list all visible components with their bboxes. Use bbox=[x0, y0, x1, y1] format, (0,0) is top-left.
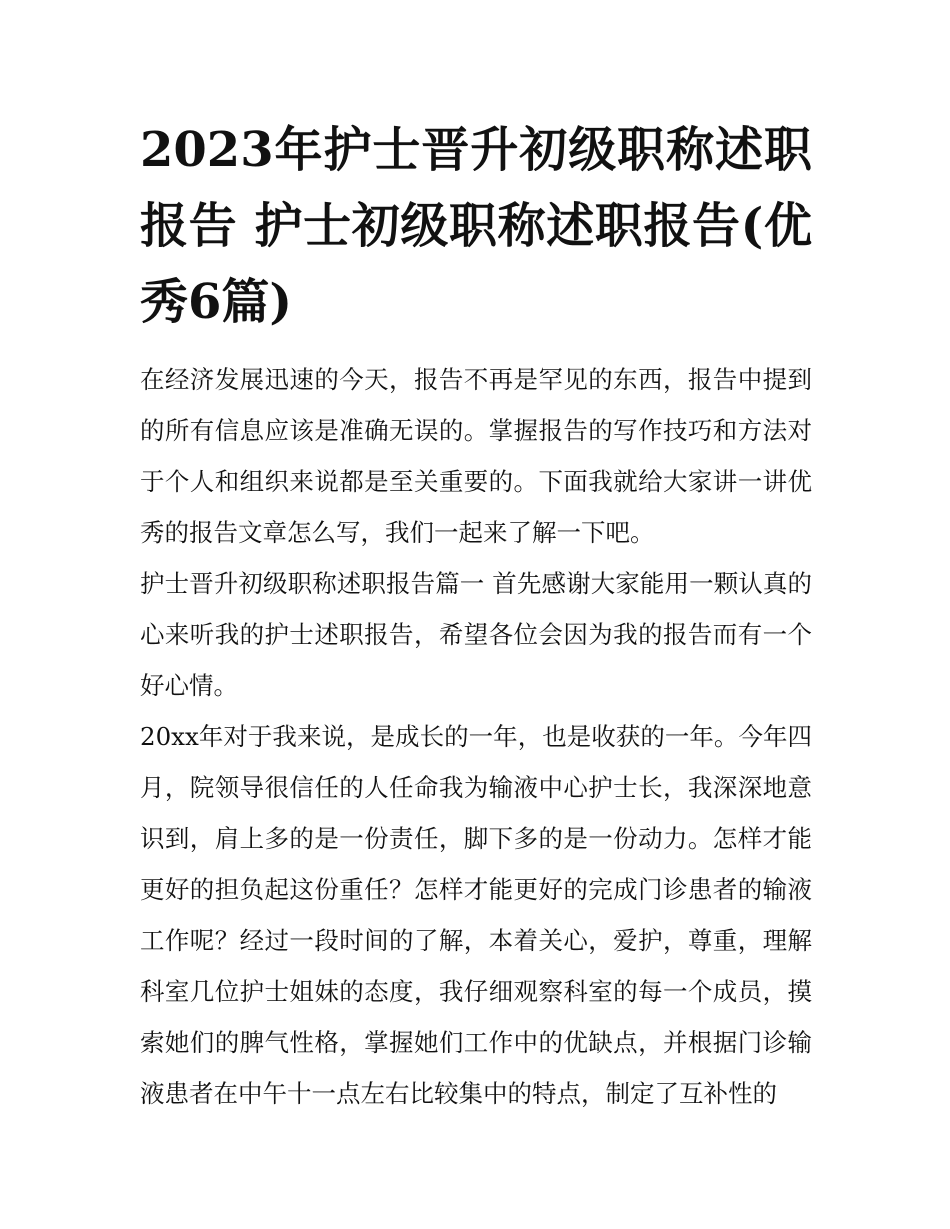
paragraph-year-summary: 20xx年对于我来说，是成长的一年，也是收获的一年。今年四月，院领导很信任的人任命我为输液中心护士长，我深深地意识到，肩上多的是一份责任，脚下多的是一份动力。怎样才能更好的担负起这份重任？怎样才能更好的完成门诊患者的输液工作呢？经过一段时间的了解，本着关心，爱护，尊重，理解科室几位护士姐妹的态度，我仔细观察科室的每一个成员，摸索她们的脾气性格，掌握她们工作中的优缺点，并根据门诊输液患者在中午十一点左右比较集中的特点，制定了互补性的 bbox=[140, 722, 812, 1108]
document-title: 2023年护士晋升初级职称述职报告 护士初级职称述职报告(优秀6篇) bbox=[140, 122, 812, 330]
paragraph-intro: 在经济发展迅速的今天，报告不再是罕见的东西，报告中提到的所有信息应该是准确无误的。掌握报告的写作技巧和方法对于个人和组织来说都是至关重要的。下面我就给大家讲一讲优秀的报告文章怎么写，我们一起来了解一下吧。 bbox=[140, 365, 812, 547]
paragraph-section-one: 护士晋升初级职称述职报告篇一 首先感谢大家能用一颗认真的心来听我的护士述职报告，希望各位会因为我的报告而有一个好心情。 bbox=[140, 569, 812, 700]
document-body bbox=[140, 112, 812, 1119]
